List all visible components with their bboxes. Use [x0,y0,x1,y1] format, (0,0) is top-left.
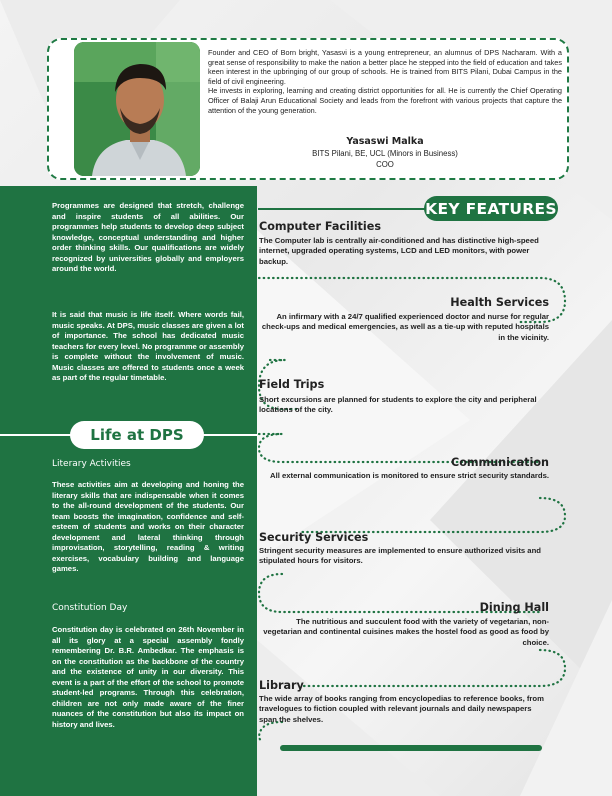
founder-role: COO [376,160,394,169]
music-paragraph: It is said that music is life itself. Where words fail, music speaks. At DPS, music classes are given a lot of importance. The school has dedicated music teachers for every level. No programme or assembly is complete without the involvement of music. Music classes are offered to students once a week as part of the regular timetable. [52,310,244,383]
life-at-dps-heading: Life at DPS [70,421,204,449]
feature-title-health-services: Health Services [450,296,549,309]
founder-bio-paragraph-2: He invests in exploring, learning and creating district opportunities for all. He is currently the Chief Operating Officer of Balaji Arun Educational Society and leads from the forefront with various projects that capture the attention of the young generation. [208,86,562,115]
feature-desc-security-services: Stringent security measures are implemented to ensure authorized visits and stipulated hours for visitors. [259,546,541,566]
founder-photo [74,42,200,176]
founder-bio-paragraph-1: Founder and CEO of Born bright, Yasasvi is a young entrepreneur, an alumnus of DPS Nacharam. With a great sense of responsibility to make the nation a better place he stepped into the field of education and takes keen interest in the upbringing of our group of schools. He is trained from BITS Pilani, Dubai Campus in the field of civil engineering. [208,48,562,86]
programmes-paragraph: Programmes are designed that stretch, challenge and inspire students of all abilities. Our programmes help students to develop deep subject knowledge, conceptual understanding and higher order thinking skills. Our qualifications are widely recognized by universities globally and employers around the world. [52,201,244,274]
life-divider-left [0,434,72,436]
feature-desc-health-services: An infirmary with a 24/7 qualified experienced doctor and nurse for regular check-ups and medical emergencies, as well as a tie-up with reputed hospitals in the vicinity. [261,312,549,342]
feature-desc-dining-hall: The nutritious and succulent food with the variety of vegetarian, non-vegetarian and continental cuisines makes the hostel food as good as food by choice. [263,617,549,647]
feature-title-library: Library [259,679,304,692]
feature-desc-library: The wide array of books ranging from encyclopedias to reference books, from travelogues to fiction coupled with relevant journals and daily newspapers span the shelves. [259,694,544,724]
constitution-day-heading: Constitution Day [52,603,128,613]
feature-desc-computer-facilities: The Computer lab is centrally air-conditioned and has distinctive high-speed internet, upgraded operating systems, LCD and LED monitors, with power backup. [259,236,539,266]
feature-title-field-trips: Field Trips [259,378,325,391]
feature-title-communication: Communication [451,456,549,469]
feature-title-security-services: Security Services [259,531,369,544]
founder-bio [208,48,562,115]
literary-activities-heading: Literary Activities [52,459,131,469]
key-features-heading: KEY FEATURES [424,196,558,221]
bottom-accent-bar [280,745,542,751]
feature-title-computer-facilities: Computer Facilities [259,220,381,233]
feature-title-dining-hall: Dining Hall [479,601,549,614]
life-divider-right [203,434,257,436]
feature-desc-field-trips: Short excursions are planned for students to explore the city and peripheral locations of the city. [259,395,537,415]
founder-degree: BITS Pilani, BE, UCL (Minors in Business) [312,149,458,158]
literary-activities-paragraph: These activities aim at developing and honing the literary skills that are indispensable when it comes to the all-round development of the students. Our team boosts the imagination, confidence and self-esteem of students and works on their character development and lateral thinking through improvisation, storytelling, reading & writing exercises, vocabulary building and language games. [52,480,244,574]
founder-name: Yasaswi Malka [346,136,424,147]
key-features-divider [258,208,426,210]
constitution-day-paragraph: Constitution day is celebrated on 26th November in all its glory at a special assembly fondly remembering Dr. B.R. Ambedkar. The emphasis is on the constitution as the backbone of the country and the existence of unity in our diversity. This event is a part of the effort of the school to promote student-led programs. Through this celebration, children are not only made aware of the finer nuances of the constitution but also its impact on history and lives. [52,625,244,729]
feature-desc-communication: All external communication is monitored to ensure strict security standards. [270,471,549,480]
